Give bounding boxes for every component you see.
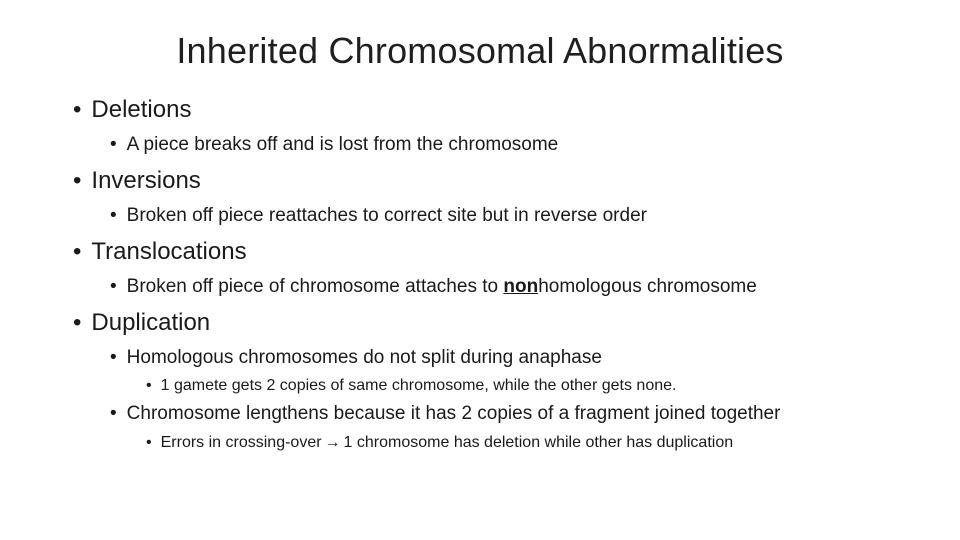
bullet-icon: • <box>110 276 117 297</box>
bullet-text-post: homologous chromosome <box>538 276 757 297</box>
bullet-icon: • <box>110 205 117 226</box>
bullet-text: Chromosome lengthens because it has 2 copies of a fragment joined together <box>126 403 781 424</box>
bullet-icon: • <box>146 377 152 394</box>
bullet-text: Translocations <box>91 238 247 265</box>
bullet-text: A piece breaks off and is lost from the chromosome <box>126 134 559 155</box>
sub-bullet-lengthens <box>110 403 780 425</box>
bullet-icon: • <box>110 403 117 424</box>
sub-sub-bullet-crossing-over <box>146 434 733 452</box>
sub-bullet-translocation-detail <box>110 276 757 298</box>
bullet-deletions <box>73 96 191 124</box>
bullet-icon: • <box>110 347 117 368</box>
bullet-text-pre: Errors in crossing-over <box>160 434 322 451</box>
bullet-icon: • <box>73 167 82 194</box>
bullet-text: Deletions <box>91 96 192 123</box>
bullet-text: Duplication <box>91 309 211 336</box>
bullet-translocations <box>73 238 247 266</box>
bullet-icon: • <box>146 434 152 451</box>
bullet-icon: • <box>110 134 117 155</box>
sub-bullet-deletion-detail <box>110 134 558 156</box>
sub-bullet-inversion-detail <box>110 205 647 227</box>
bullet-duplication <box>73 309 210 337</box>
bullet-icon: • <box>73 238 82 265</box>
emphasis-non: non <box>503 276 539 297</box>
sub-bullet-nondisjunction <box>110 347 602 369</box>
bullet-inversions <box>73 167 201 195</box>
sub-sub-bullet-gamete <box>146 377 676 395</box>
bullet-text: Broken off piece reattaches to correct site but in reverse order <box>126 205 647 226</box>
bullet-text-post: 1 chromosome has deletion while other has duplication <box>343 434 734 451</box>
bullet-icon: • <box>73 96 82 123</box>
bullet-text-pre: Broken off piece of chromosome attaches to <box>126 276 504 297</box>
bullet-icon: • <box>73 309 82 336</box>
arrow-right-icon: → <box>324 434 341 451</box>
slide-title: Inherited Chromosomal Abnormalities <box>176 30 784 71</box>
bullet-text: Homologous chromosomes do not split during anaphase <box>126 347 602 368</box>
bullet-text: Inversions <box>91 167 201 194</box>
bullet-text: 1 gamete gets 2 copies of same chromosome, while the other gets none. <box>160 377 677 394</box>
